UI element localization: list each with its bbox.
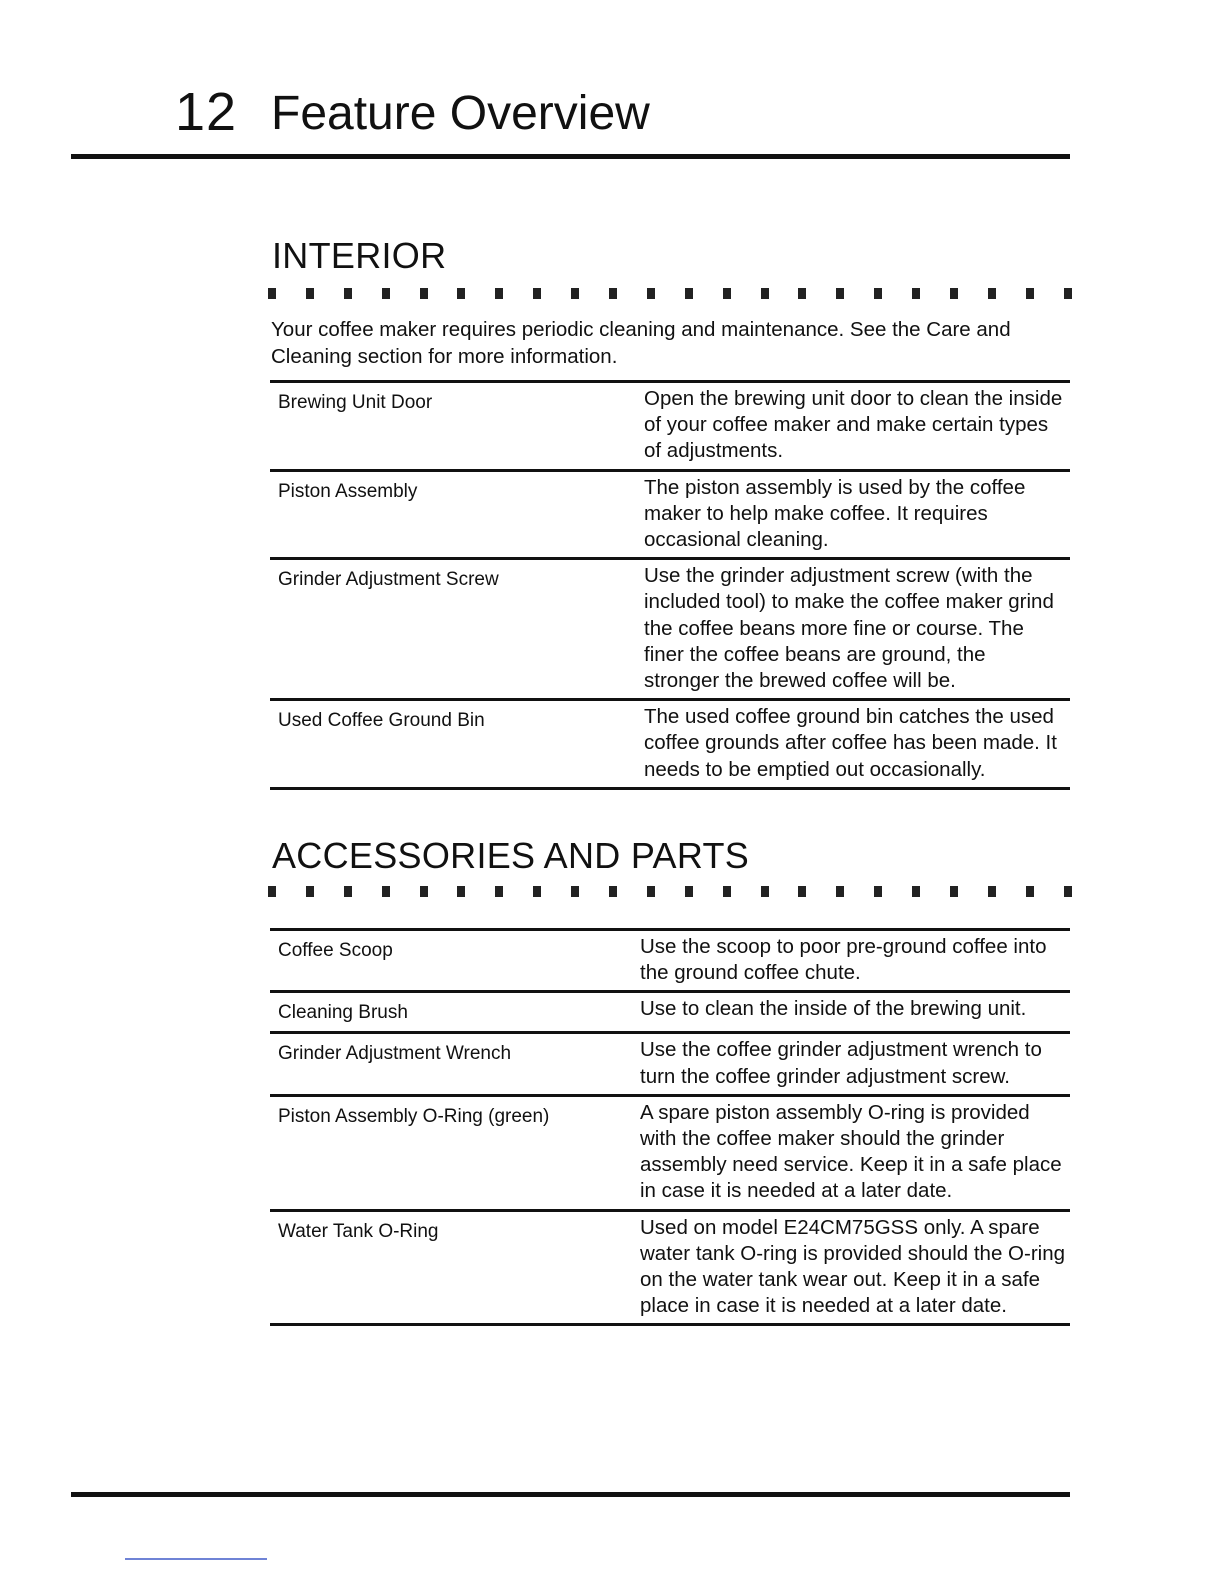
divider-dot <box>988 288 996 299</box>
divider-dot <box>306 288 314 299</box>
divider-dot <box>268 886 276 897</box>
interior-dot-divider <box>268 288 1072 300</box>
divider-dot <box>268 288 276 299</box>
interior-heading: INTERIOR <box>272 235 447 276</box>
divider-dot <box>1026 886 1034 897</box>
divider-dot <box>874 288 882 299</box>
table-row <box>270 992 1070 1033</box>
row-description: Used on model E24CM75GSS only. A spare water tank O-ring is provided should the O-ring on the water tank wear out. Keep it in a safe place in case it is needed at a later date. <box>640 1215 1066 1318</box>
divider-dot <box>533 886 541 897</box>
divider-dot <box>761 886 769 897</box>
accessories-heading: ACCESSORIES AND PARTS <box>272 835 750 876</box>
row-label: Grinder Adjustment Wrench <box>278 1043 512 1065</box>
divider-dot <box>382 886 390 897</box>
table-row <box>270 1033 1070 1095</box>
divider-dot <box>647 886 655 897</box>
divider-dot <box>344 288 352 299</box>
divider-dot <box>1026 288 1034 299</box>
divider-dot <box>836 288 844 299</box>
divider-dot <box>533 288 541 299</box>
divider-dot <box>609 886 617 897</box>
divider-dot <box>685 886 693 897</box>
row-label: Grinder Adjustment Screw <box>278 569 499 591</box>
table-row <box>270 1210 1070 1325</box>
divider-dot <box>685 288 693 299</box>
accessories-dot-divider <box>268 886 1072 898</box>
divider-dot <box>647 288 655 299</box>
divider-dot <box>306 886 314 897</box>
row-description: The used coffee ground bin catches the used coffee grounds after coffee has been made. It needs to be emptied out occasionally. <box>644 705 1057 781</box>
divider-dot <box>457 288 465 299</box>
divider-dot <box>798 288 806 299</box>
divider-dot <box>1064 886 1072 897</box>
divider-dot <box>988 886 996 897</box>
divider-dot <box>495 886 503 897</box>
divider-dot <box>382 288 390 299</box>
table-row <box>270 1095 1070 1210</box>
divider-dot <box>761 288 769 299</box>
header-divider <box>71 154 1070 159</box>
footer-link-underline <box>125 1558 267 1560</box>
divider-dot <box>836 886 844 897</box>
table-row <box>270 930 1070 992</box>
page-title: Feature Overview <box>271 87 650 140</box>
row-description: Use the coffee grinder adjustment wrench to turn the coffee grinder adjustment screw. <box>640 1038 1042 1088</box>
row-description: Open the brewing unit door to clean the inside of your coffee maker and make certain types of adjustments. <box>644 387 1063 463</box>
row-label: Water Tank O-Ring <box>278 1220 439 1242</box>
divider-dot <box>723 886 731 897</box>
table-row <box>270 470 1070 559</box>
row-description: Use the scoop to poor pre-ground coffee into the ground coffee chute. <box>640 935 1047 985</box>
row-description: Use to clean the inside of the brewing unit. <box>640 997 1027 1021</box>
row-label: Cleaning Brush <box>278 1002 408 1024</box>
divider-dot <box>571 288 579 299</box>
table-row <box>270 382 1070 471</box>
interior-intro: Your coffee maker requires periodic cleaning and maintenance. See the Care and Cleaning section for more information. <box>271 318 1011 368</box>
interior-table <box>270 380 1070 790</box>
divider-dot <box>609 288 617 299</box>
page-number: 12 <box>175 82 238 142</box>
divider-dot <box>420 886 428 897</box>
divider-dot <box>874 886 882 897</box>
row-description: Use the grinder adjustment screw (with the included tool) to make the coffee maker grind the coffee beans more fine or course. The finer the coffee beans are ground, the stronger the brewed coffee will be. <box>644 564 1054 693</box>
divider-dot <box>420 288 428 299</box>
row-label: Coffee Scoop <box>278 940 393 961</box>
divider-dot <box>912 288 920 299</box>
divider-dot <box>912 886 920 897</box>
divider-dot <box>457 886 465 897</box>
divider-dot <box>950 288 958 299</box>
row-label: Brewing Unit Door <box>278 392 433 413</box>
footer-divider <box>71 1492 1070 1497</box>
row-label: Piston Assembly <box>278 480 418 502</box>
divider-dot <box>495 288 503 299</box>
divider-dot <box>1064 288 1072 299</box>
divider-dot <box>723 288 731 299</box>
row-description: A spare piston assembly O-ring is provided with the coffee maker should the grinder assembly need service. Keep it in a safe place in case it is needed at a later date. <box>640 1100 1062 1203</box>
row-label: Used Coffee Ground Bin <box>278 710 485 732</box>
row-label: Piston Assembly O-Ring (green) <box>278 1105 550 1127</box>
divider-dot <box>344 886 352 897</box>
accessories-table <box>270 928 1070 1326</box>
table-row <box>270 700 1070 789</box>
table-row <box>270 559 1070 700</box>
divider-dot <box>950 886 958 897</box>
divider-dot <box>798 886 806 897</box>
divider-dot <box>571 886 579 897</box>
row-description: The piston assembly is used by the coffee maker to help make coffee. It requires occasional cleaning. <box>644 475 1026 552</box>
